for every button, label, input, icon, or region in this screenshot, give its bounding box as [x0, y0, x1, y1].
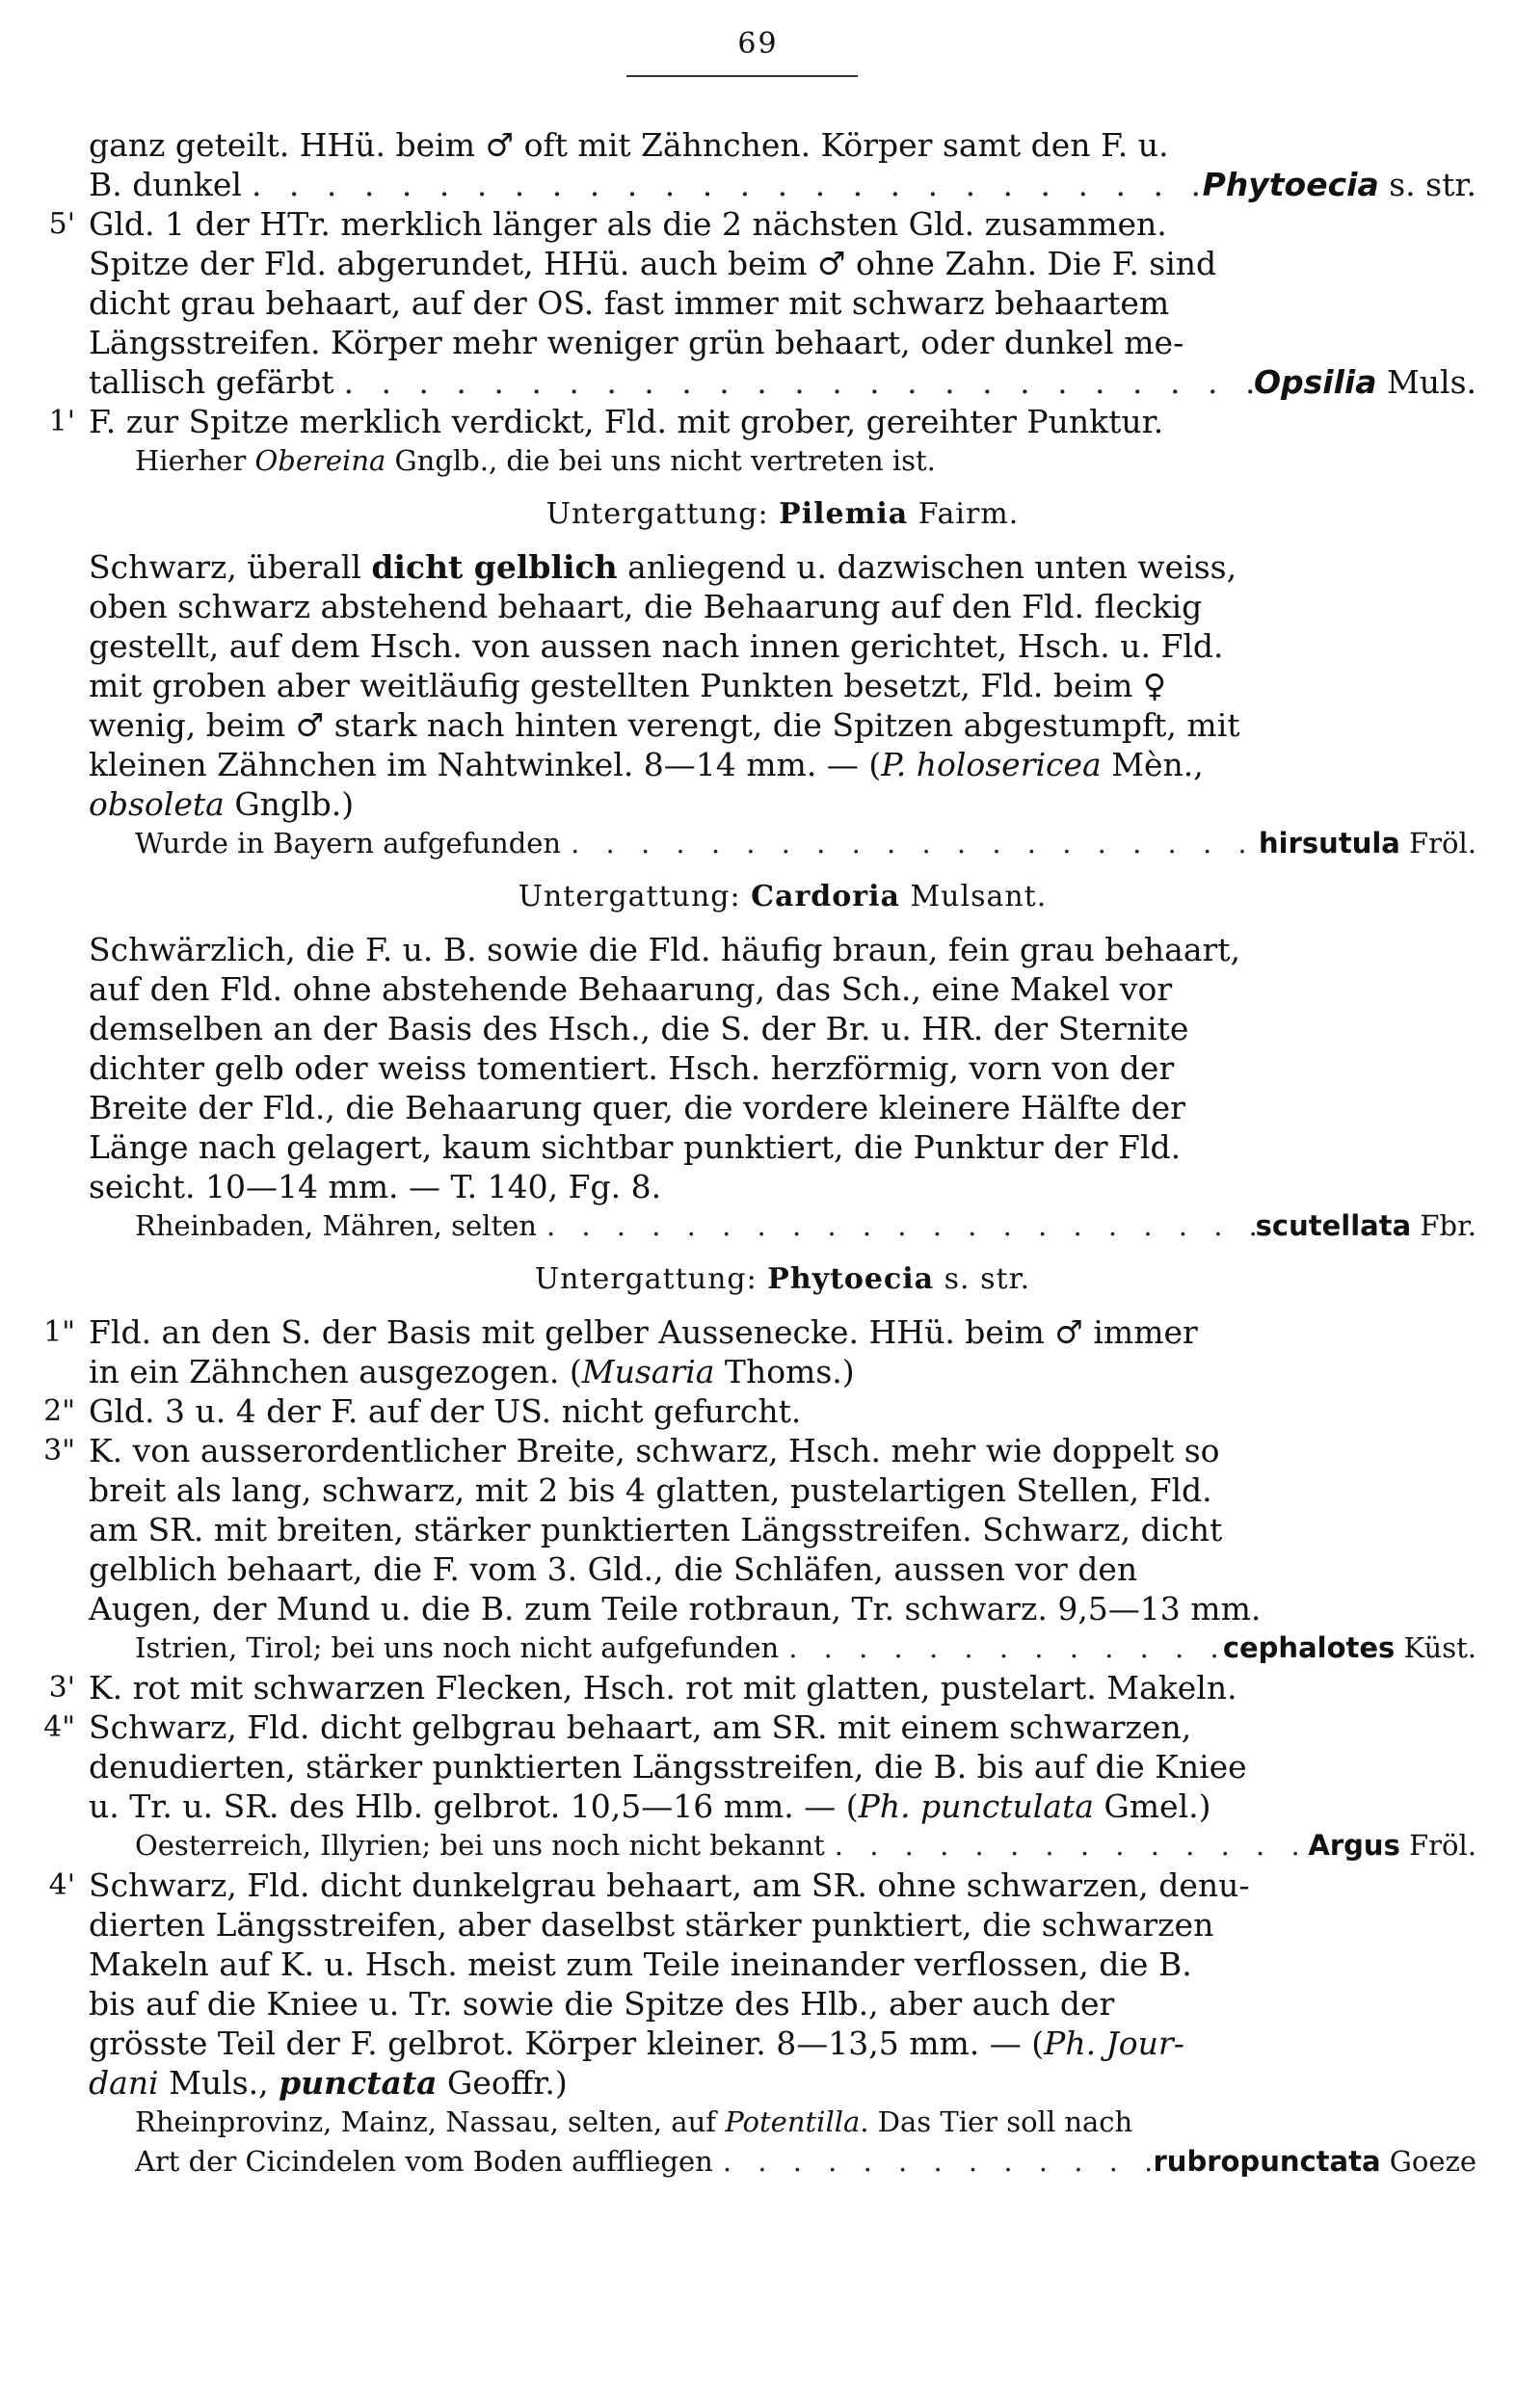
line-text: Art der Cicindelen vom Boden auffliegen: [135, 2145, 713, 2178]
text-line: [89, 705, 1476, 745]
spacer: [89, 1246, 1476, 1259]
emphasized-text: hirsutula: [1259, 827, 1400, 860]
text-line: [43, 1391, 1476, 1431]
emphasized-text: scutellata: [1255, 1209, 1412, 1242]
line-text: Längsstreifen. Körper mehr weniger grün behaart, oder dunkel me-: [89, 324, 1184, 361]
line-text: Wurde in Bayern aufgefunden: [135, 827, 562, 860]
emphasized-text: Cardoria: [751, 880, 900, 913]
line-text: dichter gelb oder weiss tomentiert. Hsch. herzförmig, vorn von der: [89, 1049, 1175, 1087]
text-line: [89, 626, 1476, 666]
text-line: [89, 1048, 1476, 1088]
text-line: [89, 1167, 1476, 1206]
line-text: Rheinbaden, Mähren, selten: [135, 1209, 537, 1242]
text-line: [89, 547, 1476, 587]
text-line: [89, 2024, 1476, 2063]
text-line: [89, 2103, 1476, 2142]
line-text: kleinen Zähnchen im Nahtwinkel. 8—14 mm. — (: [89, 746, 882, 783]
text-line: [89, 2063, 1476, 2103]
line-text: denudierten, stärker punktierten Längsstreifen, die B. bis auf die Kniee: [89, 1748, 1247, 1786]
text-line: [43, 1312, 1476, 1352]
line-text: Schwarz, Fld. dicht gelbgrau behaart, am SR. mit einem schwarzen,: [89, 1708, 1192, 1746]
line-text: Istrien, Tirol; bei uns noch nicht aufgefunden: [135, 1631, 780, 1664]
dot-leader: [537, 1206, 1256, 1246]
line-text: in ein Zähnchen ausgezogen. (: [89, 1353, 582, 1390]
line-text: Hierher: [135, 444, 255, 477]
line-text: Untergattung:: [518, 880, 752, 913]
line-text: B. dunkel: [89, 166, 242, 203]
line-text: seicht. 10—14 mm. — T. 140, Fg. 8.: [89, 1168, 662, 1205]
line-text: Spitze der Fld. abgerundet, HHü. auch beim ♂ ohne Zahn. Die F. sind: [89, 245, 1217, 282]
emphasized-text: Musaria: [581, 1353, 715, 1390]
emphasized-text: cephalotes: [1222, 1631, 1396, 1664]
spacer: [89, 481, 1476, 494]
dot-leader: [561, 824, 1259, 863]
line-text: Muls.: [1376, 363, 1476, 401]
line-text: Geoffr.): [437, 2064, 568, 2102]
emphasized-text: obsoleta: [89, 785, 225, 823]
line-text: gelblich behaart, die F. vom 3. Gld., die Schläfen, aussen vor den: [89, 1550, 1138, 1588]
emphasized-text: Opsilia: [1253, 363, 1377, 401]
text-line: [48, 1866, 1476, 1905]
line-text: K. rot mit schwarzen Flecken, Hsch. rot mit glatten, pustelart. Makeln.: [89, 1669, 1237, 1707]
line-text: mit groben aber weitläufig gestellten Punkten besetzt, Fld. beim ♀: [89, 667, 1166, 704]
line-text: Goeze: [1380, 2145, 1476, 2178]
text-line: [89, 323, 1476, 362]
line-text: Thoms.): [714, 1353, 855, 1390]
text-line: [89, 930, 1476, 969]
line-text: breit als lang, schwarz, mit 2 bis 4 glatten, pustelartigen Stellen, Fld.: [89, 1471, 1212, 1509]
line-text: wenig, beim ♂ stark nach hinten verengt, die Spitzen abgestumpft, mit: [89, 706, 1240, 744]
line-text: Mèn.,: [1101, 746, 1204, 783]
line-text: Fbr.: [1411, 1209, 1476, 1242]
emphasized-text: Phytoecia: [1202, 166, 1379, 203]
text-line: [48, 1668, 1476, 1707]
couplet-number: 3": [43, 1434, 75, 1468]
line-text: Fld. an den S. der Basis mit gelber Aussenecke. HHü. beim ♂ immer: [89, 1313, 1198, 1351]
text-line: [89, 1352, 1476, 1391]
line-text: Oesterreich, Illyrien; bei uns noch nicht bekannt: [135, 1829, 825, 1862]
line-text: am SR. mit breiten, stärker punktierten Längsstreifen. Schwarz, dicht: [89, 1511, 1223, 1548]
text-line: [89, 1470, 1476, 1510]
line-text: Muls.,: [158, 2064, 279, 2102]
text-line: [89, 1549, 1476, 1589]
line-text: u. Tr. u. SR. des Hlb. gelbrot. 10,5—16 mm. — (: [89, 1787, 859, 1825]
text-line: [89, 283, 1476, 323]
text-line: [48, 402, 1476, 441]
couplet-number: 4': [48, 1868, 75, 1902]
subgenus-heading: [89, 494, 1476, 534]
line-text: Gmel.): [1093, 1787, 1211, 1825]
line-text: demselben an der Basis des Hsch., die S. der Br. u. HR. der Sternite: [89, 1010, 1189, 1047]
emphasized-text: Ph. Jour-: [1044, 2024, 1184, 2062]
dot-leader: [242, 165, 1203, 204]
line-text: Gld. 1 der HTr. merklich länger als die 2 nächsten Gld. zusammen.: [89, 205, 1167, 243]
dot-leader: [825, 1826, 1309, 1866]
line-text: Rheinprovinz, Mainz, Nassau, selten, auf: [135, 2105, 726, 2138]
line-text: Schwärzlich, die F. u. B. sowie die Fld. häufig braun, fein grau behaart,: [89, 931, 1241, 968]
line-text: ganz geteilt. HHü. beim ♂ oft mit Zähnchen. Körper samt den F. u.: [89, 126, 1169, 164]
line-text: Untergattung:: [545, 497, 780, 531]
text-line: [43, 1431, 1476, 1470]
dot-leader: [779, 1628, 1223, 1668]
emphasized-text: Potentilla: [725, 2105, 861, 2138]
dot-leader: [333, 362, 1253, 402]
text-line: [89, 784, 1476, 824]
text-line: [89, 362, 1476, 402]
text-line: [89, 745, 1476, 784]
text-line: [89, 1945, 1476, 1984]
spacer: [89, 1299, 1476, 1312]
couplet-number: 1": [43, 1315, 75, 1349]
text-line: [89, 1127, 1476, 1167]
line-text: grösste Teil der F. gelbrot. Körper kleiner. 8—13,5 mm. — (: [89, 2024, 1045, 2062]
line-text: Mulsant.: [899, 880, 1048, 913]
subgenus-heading: [89, 1259, 1476, 1299]
line-text: s. str.: [1378, 166, 1476, 203]
page-body: [43, 125, 1476, 2182]
line-text: auf den Fld. ohne abstehende Behaarung, das Sch., eine Makel vor: [89, 970, 1173, 1008]
text-line: [89, 824, 1476, 863]
text-line: [89, 441, 1476, 481]
text-line: [89, 125, 1476, 165]
subgenus-heading: [89, 877, 1476, 916]
emphasized-text: punctata: [279, 2064, 438, 2102]
dot-leader: [713, 2142, 1154, 2182]
text-line: [89, 1786, 1476, 1826]
line-text: tallisch gefärbt: [89, 363, 334, 401]
couplet-number: 4": [43, 1710, 75, 1744]
header-rule: [626, 75, 858, 77]
emphasized-text: Argus: [1308, 1829, 1400, 1862]
spacer: [89, 534, 1476, 547]
text-line: [89, 666, 1476, 705]
line-text: Schwarz, überall: [89, 548, 372, 586]
line-text: oben schwarz abstehend behaart, die Behaarung auf den Fld. fleckig: [89, 588, 1203, 625]
text-line: [89, 1206, 1476, 1246]
emphasized-text: Ph. punctulata: [858, 1787, 1094, 1825]
line-text: Fröl.: [1399, 827, 1476, 860]
line-text: K. von ausserordentlicher Breite, schwarz, Hsch. mehr wie doppelt so: [89, 1432, 1220, 1469]
emphasized-text: Obereina: [254, 444, 386, 477]
line-text: Gnglb.): [224, 785, 355, 823]
text-line: [89, 1984, 1476, 2024]
emphasized-text: dani: [89, 2064, 159, 2102]
spacer: [89, 863, 1476, 877]
page-number: 69: [737, 27, 779, 61]
line-text: . Das Tier soll nach: [860, 2105, 1133, 2138]
text-line: [89, 1589, 1476, 1628]
line-text: bis auf die Kniee u. Tr. sowie die Spitze des Hlb., aber auch der: [89, 1985, 1115, 2023]
text-line: [89, 1747, 1476, 1786]
line-text: Schwarz, Fld. dicht dunkelgrau behaart, am SR. ohne schwarzen, denu-: [89, 1866, 1250, 1904]
line-text: Makeln auf K. u. Hsch. meist zum Teile ineinander verflossen, die B.: [89, 1945, 1192, 1983]
line-text: Breite der Fld., die Behaarung quer, die vordere kleinere Hälfte der: [89, 1089, 1185, 1126]
line-text: anliegend u. dazwischen unten weiss,: [617, 548, 1237, 586]
text-line: [89, 1510, 1476, 1549]
line-text: Fairm.: [908, 497, 1020, 531]
emphasized-text: Phytoecia: [767, 1262, 935, 1296]
text-line: [43, 1707, 1476, 1747]
line-text: Länge nach gelagert, kaum sichtbar punktiert, die Punktur der Fld.: [89, 1128, 1182, 1166]
couplet-number: 1': [48, 405, 75, 438]
text-line: [89, 165, 1476, 204]
text-line: [89, 244, 1476, 283]
emphasized-text: Pilemia: [779, 497, 909, 531]
couplet-number: 2": [43, 1394, 75, 1428]
emphasized-text: rubropunctata: [1153, 2145, 1381, 2178]
text-line: [89, 1826, 1476, 1866]
line-text: dierten Längsstreifen, aber daselbst stärker punktiert, die schwarzen: [89, 1906, 1214, 1944]
couplet-number: 3': [48, 1671, 75, 1705]
text-line: [89, 587, 1476, 626]
couplet-number: 5': [48, 207, 75, 241]
line-text: Untergattung:: [534, 1262, 768, 1296]
text-line: [48, 204, 1476, 244]
line-text: Augen, der Mund u. die B. zum Teile rotbraun, Tr. schwarz. 9,5—13 mm.: [89, 1590, 1262, 1627]
text-line: [89, 1009, 1476, 1048]
line-text: F. zur Spitze merklich verdickt, Fld. mit grober, gereihter Punktur.: [89, 403, 1164, 440]
line-text: Gld. 3 u. 4 der F. auf der US. nicht gefurcht.: [89, 1392, 802, 1430]
line-text: gestellt, auf dem Hsch. von aussen nach innen gerichtet, Hsch. u. Fld.: [89, 627, 1224, 665]
text-line: [89, 1088, 1476, 1127]
line-text: Gnglb., die bei uns nicht vertreten ist.: [386, 444, 936, 477]
line-text: dicht grau behaart, auf der OS. fast immer mit schwarz behaartem: [89, 284, 1170, 322]
text-line: [89, 1905, 1476, 1945]
line-text: s. str.: [934, 1262, 1031, 1296]
emphasized-text: dicht gelblich: [371, 548, 618, 586]
line-text: Küst.: [1395, 1631, 1476, 1664]
text-line: [89, 2142, 1476, 2182]
text-line: [89, 969, 1476, 1009]
text-line: [89, 1628, 1476, 1668]
line-text: Fröl.: [1399, 1829, 1476, 1862]
emphasized-text: P. holosericea: [881, 746, 1102, 783]
spacer: [89, 916, 1476, 930]
